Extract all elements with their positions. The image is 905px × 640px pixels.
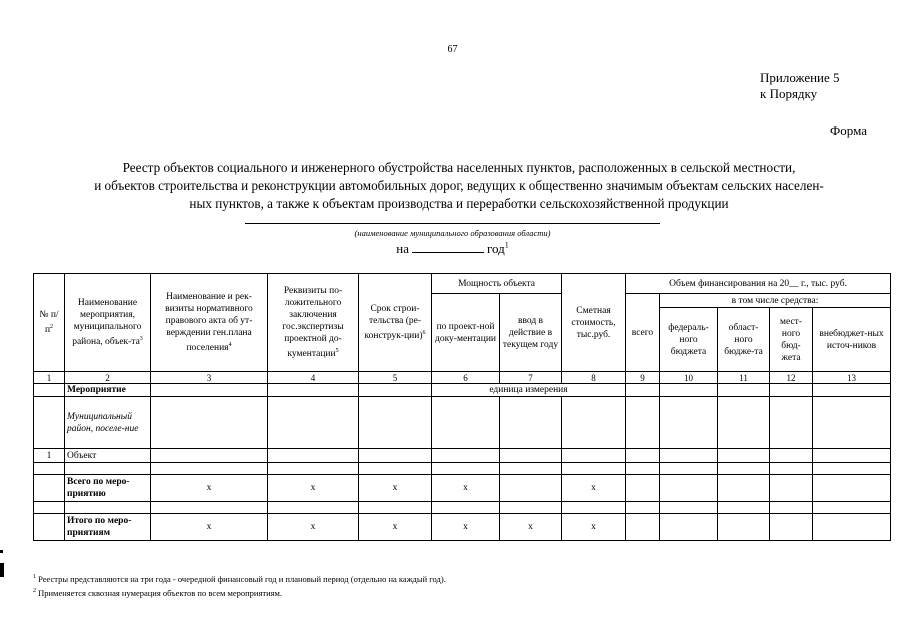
col-num-5: 5: [359, 372, 432, 384]
header-cost: Сметная стоимость, тыс.руб.: [562, 274, 626, 372]
year-footnote-mark: 1: [504, 240, 509, 250]
municipal-row: [34, 397, 891, 449]
register-table: [33, 273, 891, 541]
x-mark: x: [562, 514, 626, 541]
x-mark: x: [562, 475, 626, 502]
object-label: Объект: [65, 449, 151, 463]
header-local: мест-ного бюд-жета: [770, 308, 813, 372]
total-event-label: Всего по меро-приятию: [65, 475, 151, 502]
col-num-8: 8: [562, 372, 626, 384]
document-title: [28, 159, 890, 213]
x-mark: x: [432, 514, 500, 541]
x-mark: x: [359, 475, 432, 502]
event-label: Мероприятие: [65, 384, 151, 397]
grand-total-label: Итого по меро-приятиям: [65, 514, 151, 541]
x-mark: x: [268, 475, 359, 502]
footnote-2: $^2$ Применяется сквозная нумерация объектов по всем мероприятиям.: [33, 587, 283, 598]
header-num: № $п/п^2$: [34, 274, 65, 372]
header-regional: област-ного бюдже-та: [718, 308, 770, 372]
title-line-2: и объектов строительства и реконструкции автомобильных дорог, ведущих к общественно значимым объектам сельских населен-: [94, 178, 824, 193]
header-total: всего: [626, 294, 660, 372]
municipal-label: Муниципальный район, поселе-ние: [65, 397, 151, 449]
x-mark: x: [500, 514, 562, 541]
header-expertise: Реквизиты по-ложительного заключения гос.экспертизы проектной до-кументации$^5$: [268, 274, 359, 372]
object-num: 1: [34, 449, 65, 463]
x-mark: x: [359, 514, 432, 541]
scan-margin-mark: [0, 563, 4, 577]
scan-margin-dot: [0, 550, 3, 553]
municipality-caption: (наименование муниципального образования области): [354, 228, 551, 238]
header-extra: внебюджет-ных источ-ников: [813, 308, 891, 372]
header-financing: Объем финансирования на 20__ г., тыс. руб.: [626, 274, 891, 294]
spacer-row-1: [34, 463, 891, 475]
title-line-3: ных пунктов, а также к объектам производства и переработки сельскохозяйственной продукции: [189, 196, 729, 211]
header-capacity: Мощность объекта: [432, 274, 562, 294]
col-num-2: 2: [65, 372, 151, 384]
col-num-13: 13: [813, 372, 891, 384]
col-num-7: 7: [500, 372, 562, 384]
header-act: Наименование и рек-визиты нормативного правового акта об ут-верждении ген.плана поселения$^4$: [151, 274, 268, 372]
col-num-6: 6: [432, 372, 500, 384]
year-line: [0, 240, 905, 257]
page-number: 67: [447, 44, 458, 55]
object-row: [34, 449, 891, 463]
footnote-1: $^1$ Реестры представляются на три года - очередной финансовый год и плановый период (отдельно на каждый год).: [33, 573, 446, 584]
col-num-12: 12: [770, 372, 813, 384]
footnotes: [33, 571, 446, 599]
col-num-1: 1: [34, 372, 65, 384]
year-suffix: год: [486, 241, 505, 256]
appendix-line-2: к Порядку: [760, 86, 818, 101]
total-event-row: [34, 475, 891, 502]
col-num-11: 11: [718, 372, 770, 384]
header-term: Срок строи-тельства (ре-конструк-ции)$^6$: [359, 274, 432, 372]
x-mark: x: [151, 514, 268, 541]
municipality-name-line: [245, 223, 660, 224]
spacer-row-2: [34, 502, 891, 514]
header-cap-project: по проект-ной доку-ментации: [432, 294, 500, 372]
col-num-3: 3: [151, 372, 268, 384]
appendix-line-1: Приложение 5: [760, 70, 840, 85]
header-federal: федераль-ного бюджета: [660, 308, 718, 372]
unit-label: единица измерения: [432, 384, 626, 397]
x-mark: x: [268, 514, 359, 541]
col-num-4: 4: [268, 372, 359, 384]
header-including: в том числе средства:: [660, 294, 891, 308]
grand-total-row: [34, 514, 891, 541]
column-number-row: [34, 372, 891, 384]
year-blank-field[interactable]: [412, 240, 484, 253]
x-mark: x: [432, 475, 500, 502]
title-line-1: Реестр объектов социального и инженерного обустройства населенных пунктов, расположенных в сельской местности,: [122, 160, 796, 175]
appendix-header: [760, 70, 840, 102]
form-label: Форма: [830, 123, 867, 138]
col-num-9: 9: [626, 372, 660, 384]
header-name: Наименование мероприятия, муниципального района, объек-$та^3$: [65, 274, 151, 372]
year-prefix: на: [396, 241, 409, 256]
col-num-10: 10: [660, 372, 718, 384]
x-mark: x: [151, 475, 268, 502]
header-cap-current: ввод в действие в текущем году: [500, 294, 562, 372]
event-row: [34, 384, 891, 397]
